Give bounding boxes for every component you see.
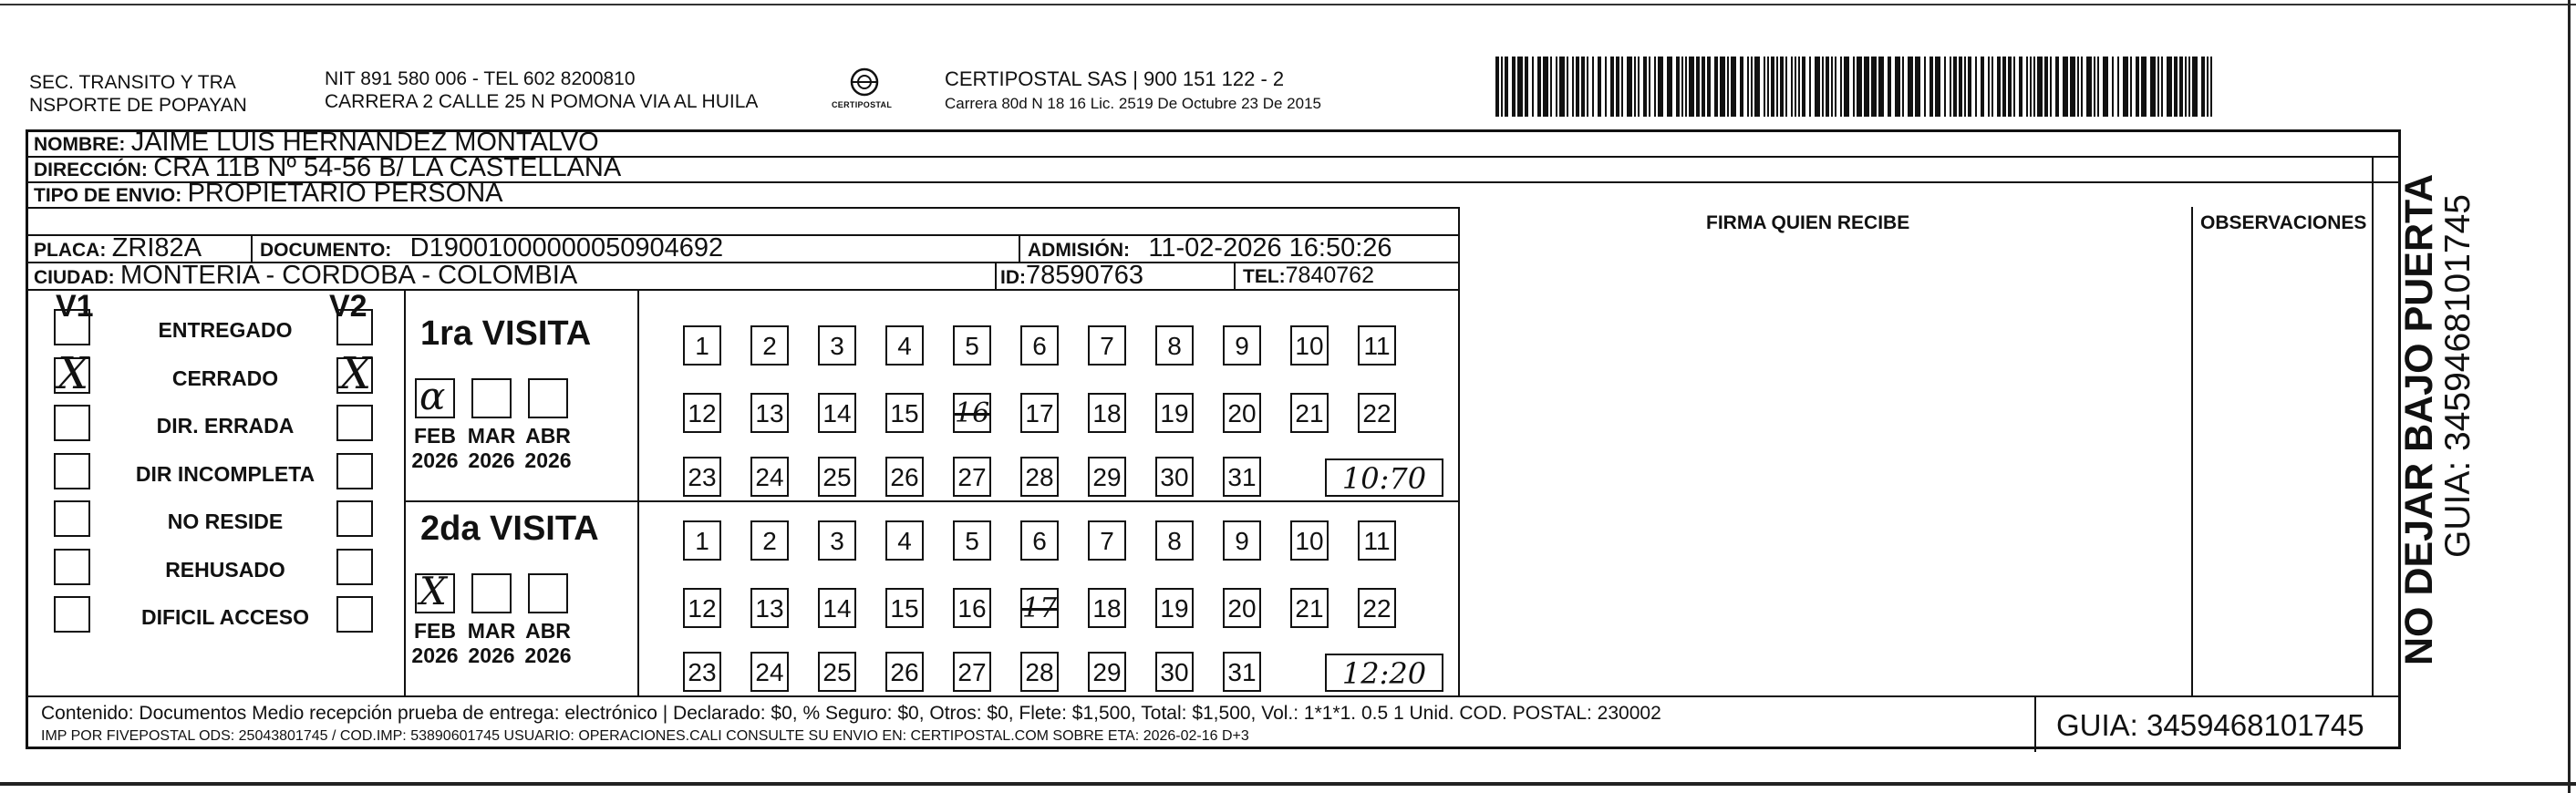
v1-checkbox[interactable]	[54, 596, 90, 633]
v2-label: V2	[329, 289, 367, 324]
sender-address: CARRERA 2 CALLE 25 N POMONA VIA AL HUILA	[325, 91, 759, 112]
tel-label: TEL:	[1243, 266, 1286, 287]
id-value: 78590763	[1026, 261, 1144, 290]
visit1-month-label: MAR 2026	[467, 424, 516, 472]
visit1-month-mark: α	[419, 374, 446, 418]
visit2-day-box[interactable]: 19	[1155, 588, 1194, 628]
visit2-day-box[interactable]: 13	[750, 588, 789, 628]
sender-org	[29, 71, 247, 117]
id-label: ID:	[1000, 267, 1026, 288]
tipo-envio-label: TIPO DE ENVIO:	[34, 185, 182, 206]
visit1-day-box[interactable]: 27	[953, 457, 991, 497]
col-divider	[995, 262, 997, 289]
placa-label: PLACA:	[34, 240, 107, 261]
visit2-month-box[interactable]	[528, 573, 568, 613]
nombre-label: NOMBRE:	[34, 134, 126, 155]
tel-field	[1243, 264, 1374, 288]
visit1-month-label: ABR 2026	[524, 424, 572, 472]
visit1-day-box[interactable]: 1	[683, 325, 721, 366]
visit1-day-box[interactable]: 23	[683, 457, 721, 497]
v1-checkbox[interactable]	[54, 347, 90, 399]
v1-label: V1	[56, 289, 94, 324]
visit2-day-box[interactable]: 10	[1290, 520, 1329, 561]
visit1-day-box[interactable]: 30	[1155, 457, 1194, 497]
sender-nit: NIT 891 580 006 - TEL 602 8200810	[325, 68, 636, 89]
visit1-day-box[interactable]: 19	[1155, 393, 1194, 433]
visit1-day-box[interactable]: 17	[1020, 393, 1059, 433]
v1-checkbox[interactable]	[54, 309, 90, 345]
barcode	[1495, 57, 2216, 117]
visit2-month-label: MAR 2026	[467, 619, 516, 667]
footer-content: Contenido: Documentos Medio recepción prueba de entrega: electrónico | Declarado: $0, % Seguro: $0, Otros: $0, Flete: $1,500, Total: $1,500, Vol.: 1*1*1. 0.5 1 Unid. COD. POSTAL: 230002	[41, 703, 1661, 724]
visit1-title: 1ra VISITA	[420, 314, 592, 353]
scan-top-border	[0, 4, 2576, 5]
ciudad-value: MONTERIA - CORDOBA - COLOMBIA	[120, 261, 578, 290]
direccion-value: CRA 11B Nº 54-56 B/ LA CASTELLANA	[153, 153, 622, 182]
carrier-license: Carrera 80d N 18 16 Lic. 2519 De Octubre 23 De 2015	[945, 95, 1321, 112]
tipo-envio-field	[34, 179, 503, 208]
visit2-day-box[interactable]: 6	[1020, 520, 1059, 561]
reason-label: CERRADO	[171, 366, 279, 390]
reason-label: ENTREGADO	[158, 318, 293, 342]
visit1-month-label: FEB 2026	[411, 424, 459, 472]
footer-divider	[28, 695, 2401, 697]
certipostal-logo	[830, 64, 903, 118]
visit2-month-label: ABR 2026	[524, 619, 572, 667]
visit1-day-box[interactable]: 6	[1020, 325, 1059, 366]
v2-checkbox[interactable]	[336, 309, 373, 345]
visit2-day-box[interactable]: 7	[1088, 520, 1126, 561]
visit1-day-box[interactable]: 13	[750, 393, 789, 433]
ciudad-field	[34, 261, 578, 290]
visit2-month-mark: X	[419, 569, 447, 613]
barcode-graphic	[1495, 57, 2216, 117]
visit1-day-box[interactable]: 11	[1358, 325, 1396, 366]
sender-org-line2: NSPORTE DE POPAYAN	[29, 95, 247, 116]
visit2-day-box[interactable]: 31	[1223, 652, 1261, 692]
placa-field	[34, 233, 202, 263]
visit1-day-box[interactable]: 15	[885, 393, 924, 433]
ciudad-label: CIUDAD:	[34, 267, 115, 288]
visit-divider	[404, 500, 1460, 502]
visit1-day-box[interactable]: 22	[1358, 393, 1396, 433]
visit1-day-box[interactable]: 31	[1223, 457, 1261, 497]
visit2-day-box[interactable]: 26	[885, 652, 924, 692]
documento-label: DOCUMENTO:	[260, 240, 392, 261]
side-guia: GUIA: 3459468101745	[2438, 194, 2478, 558]
visit2-day-box[interactable]: 23	[683, 652, 721, 692]
visit2-day-box[interactable]: 28	[1020, 652, 1059, 692]
visit1-month-box[interactable]	[415, 374, 455, 418]
nombre-field	[34, 128, 599, 157]
direccion-label: DIRECCIÓN:	[34, 160, 148, 180]
visit2-day-box[interactable]: 27	[953, 652, 991, 692]
col-divider	[637, 289, 639, 695]
v1-checkbox[interactable]	[54, 405, 90, 441]
visit2-day-box[interactable]: 4	[885, 520, 924, 561]
visit1-day-box[interactable]: 3	[818, 325, 856, 366]
scan-right-border	[2568, 0, 2571, 793]
carrier-info	[945, 67, 1321, 115]
visit2-month-box[interactable]	[415, 569, 455, 613]
side-notice: NO DEJAR BAJO PUERTA	[2397, 173, 2441, 665]
v1-checkbox[interactable]	[54, 453, 90, 489]
visit1-day-box[interactable]: 28	[1020, 457, 1059, 497]
visit2-day-box[interactable]: 14	[818, 588, 856, 628]
visit2-day-box[interactable]: 2	[750, 520, 789, 561]
visit1-day-box[interactable]: 4	[885, 325, 924, 366]
visit1-month-box[interactable]	[528, 378, 568, 418]
visit2-day-box[interactable]: 8	[1155, 520, 1194, 561]
v1-check-mark: X	[57, 347, 89, 399]
placa-value: ZRI82A	[111, 233, 202, 263]
admision-value: 11-02-2026 16:50:26	[1148, 233, 1392, 263]
visit2-day-box[interactable]: 25	[818, 652, 856, 692]
visit2-month-box[interactable]	[471, 573, 512, 613]
visit2-day-box[interactable]: 15	[885, 588, 924, 628]
nombre-value: JAIME LUIS HERNANDEZ MONTALVO	[130, 128, 599, 157]
visit1-day-box[interactable]: 9	[1223, 325, 1261, 366]
v2-check-mark: X	[340, 347, 372, 399]
sender-org-line1: SEC. TRANSITO Y TRA	[29, 72, 236, 93]
visit2-day-box[interactable]: 11	[1358, 520, 1396, 561]
visit1-day-box[interactable]: 12	[683, 393, 721, 433]
admision-field	[1028, 233, 1392, 263]
visit1-day-box[interactable]: 18	[1088, 393, 1126, 433]
visit1-day-box[interactable]: 26	[885, 457, 924, 497]
delivery-form	[26, 129, 2401, 749]
visit1-day-box[interactable]: 2	[750, 325, 789, 366]
firma-label-text: FIRMA QUIEN RECIBE	[1706, 212, 1910, 233]
carrier-name: CERTIPOSTAL SAS | 900 151 122 - 2	[945, 67, 1285, 90]
visit2-day-box[interactable]: 17	[1020, 588, 1059, 628]
visit2-day-box[interactable]: 20	[1223, 588, 1261, 628]
tel-value: 7840762	[1285, 263, 1374, 288]
observaciones-label-text: OBSERVACIONES	[2200, 212, 2367, 233]
visit2-day-box[interactable]: 21	[1290, 588, 1329, 628]
sender-contact	[325, 67, 758, 113]
visit2-day-box[interactable]: 3	[818, 520, 856, 561]
reason-label: DIR INCOMPLETA	[135, 461, 316, 486]
visit1-day-box[interactable]: 10	[1290, 325, 1329, 366]
col-divider	[2191, 207, 2193, 695]
visit2-day-box[interactable]: 22	[1358, 588, 1396, 628]
tipo-envio-value: PROPIETARIO PERSONA	[187, 179, 503, 208]
v1-checkbox[interactable]	[54, 549, 90, 585]
col-divider	[1019, 234, 1020, 262]
visit1-time-box[interactable]: 10:70	[1325, 458, 1443, 497]
visit2-day-box[interactable]: 9	[1223, 520, 1261, 561]
col-divider	[251, 234, 253, 262]
visit2-month-label: FEB 2026	[411, 619, 459, 667]
visit1-day-box[interactable]: 20	[1223, 393, 1261, 433]
visit2-day-box[interactable]: 24	[750, 652, 789, 692]
visit1-day-box[interactable]: 24	[750, 457, 789, 497]
visit1-month-box[interactable]	[471, 378, 512, 418]
visit2-day-box[interactable]: 1	[683, 520, 721, 561]
scan-bottom-border	[0, 782, 2576, 786]
id-field	[1000, 261, 1144, 290]
v2-checkbox[interactable]	[336, 347, 373, 399]
footer-print-info: IMP POR FIVEPOSTAL ODS: 25043801745 / COD.IMP: 53890601745 USUARIO: OPERACIONES.CALI CONSULTE SU ENVIO EN: CERTIPOSTAL.COM SOBRE ETA: 2026-02-16 D+3	[41, 728, 1249, 744]
documento-value: D19001000000050904692	[409, 233, 724, 263]
visit2-time-box[interactable]: 12:20	[1325, 654, 1443, 692]
observaciones-label	[2200, 211, 2366, 234]
col-divider	[1234, 262, 1236, 289]
visit2-day-box[interactable]: 12	[683, 588, 721, 628]
v2-checkbox[interactable]	[336, 596, 373, 633]
visit1-day-box[interactable]: 29	[1088, 457, 1126, 497]
logo-text: CERTIPOSTAL	[832, 100, 893, 109]
v1-checkbox[interactable]	[54, 500, 90, 537]
reason-label: NO RESIDE	[167, 510, 284, 533]
v2-checkbox[interactable]	[336, 500, 373, 537]
col-divider	[1458, 207, 1460, 695]
visit2-day-box[interactable]: 5	[953, 520, 991, 561]
logo-emblem-icon	[830, 64, 903, 118]
v2-checkbox[interactable]	[336, 453, 373, 489]
col-divider	[2372, 156, 2374, 695]
visit1-day-box[interactable]: 16	[953, 393, 991, 433]
side-text	[2398, 155, 2477, 665]
documento-field	[260, 233, 724, 263]
direccion-field	[34, 153, 622, 182]
col-divider	[2034, 695, 2036, 752]
visit1-day-box[interactable]: 14	[818, 393, 856, 433]
visit1-day-box[interactable]: 21	[1290, 393, 1329, 433]
reason-label: REHUSADO	[165, 557, 285, 582]
visit1-day-box[interactable]: 8	[1155, 325, 1194, 366]
visit2-day-box[interactable]: 30	[1155, 652, 1194, 692]
reason-label: DIR. ERRADA	[156, 414, 295, 438]
visit2-title: 2da VISITA	[420, 510, 599, 548]
visit2-day-box[interactable]: 18	[1088, 588, 1126, 628]
visit2-day-box[interactable]: 29	[1088, 652, 1126, 692]
visit1-day-box[interactable]: 5	[953, 325, 991, 366]
visit1-day-box[interactable]: 7	[1088, 325, 1126, 366]
v2-checkbox[interactable]	[336, 549, 373, 585]
reason-label: DIFICIL ACCESO	[140, 605, 309, 629]
footer-guia: GUIA: 3459468101745	[2056, 708, 2364, 742]
admision-label: ADMISIÓN:	[1028, 240, 1130, 261]
v2-checkbox[interactable]	[336, 405, 373, 441]
visit2-day-box[interactable]: 16	[953, 588, 991, 628]
firma-label	[1706, 211, 1909, 234]
visit1-day-box[interactable]: 25	[818, 457, 856, 497]
